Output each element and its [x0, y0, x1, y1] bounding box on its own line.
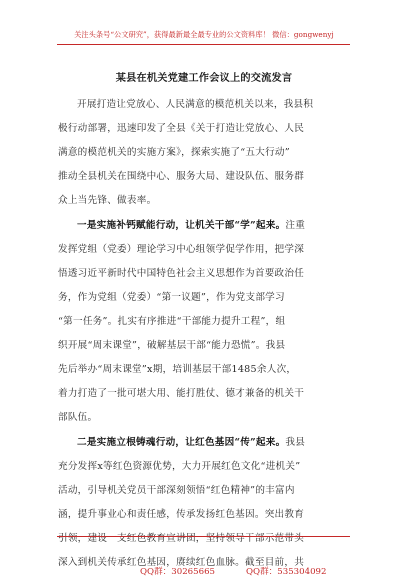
footer-qq-group-1: QQ群：30265665 — [140, 567, 216, 577]
body-line: 开展打造让党放心、人民满意的模范机关以来，我县积 — [77, 99, 314, 110]
body-line: 着力打造了一批可堪大用、能打胜仗、德才兼备的机关干 — [58, 388, 305, 399]
body-line: 悟透习近平新时代中国特色社会主义思想作为首要政治任 — [58, 268, 305, 279]
section-1-lead — [77, 217, 305, 231]
body-line: “第一任务”。扎实有序推进“干部能力提升工程”，组 — [58, 316, 286, 327]
section-1-lead-text: 注重 — [285, 220, 306, 231]
body-line: 极行动部署，迅速印发了全县《关于打造让党放心、人民 — [58, 123, 305, 134]
body-line: 先后举办“周末课堂”x期，培训基层干部1485余人次， — [58, 364, 297, 375]
footer-qq-group-2: QQ群：535304092 — [246, 567, 327, 577]
document-title: 某县在机关党建工作会议上的交流发言 — [115, 72, 293, 84]
section-1-heading: 一是实施补钙赋能行动，让机关干部“学”起来。 — [77, 220, 286, 231]
body-line: 深入到机关传承红色基因，赓续红色血脉。截至目前，共 — [58, 557, 305, 568]
section-2-lead — [77, 434, 305, 448]
header-divider — [57, 44, 350, 45]
body-line: 众上当先锋、做表率。 — [58, 195, 157, 206]
body-line: 活动，引导机关党员干部深刻领悟“红色精神”的丰富内 — [58, 485, 295, 496]
body-line: 部队伍。 — [58, 412, 98, 423]
header-note: 关注头条号“公文研究”，获得最新最全最专业的公文资料库！ 微信：gongwenyj — [74, 30, 334, 39]
body-line: 推动全县机关在围绕中心、服务大局、建设队伍、服务群 — [58, 171, 305, 182]
body-line: 满意的模范机关的实施方案》，探索实施了“五大行动” — [58, 147, 290, 158]
body-line: 涵，提升事业心和责任感，传承发扬红色基因。突出教育 — [58, 509, 305, 520]
body-line: 务，作为党组（党委）“第一议题”，作为党支部学习 — [58, 292, 285, 303]
footer-divider — [57, 536, 350, 537]
body-line: 织开展“周末课堂”，破解基层干部“能力恐慌”。我县 — [58, 340, 286, 351]
body-line: 发挥党组（党委）理论学习中心组领学促学作用，把学深 — [58, 244, 305, 255]
body-line: 充分发挥x等红色资源优势，大力开展红色文化“进机关” — [58, 461, 301, 472]
body-line: 引领，建设一支红色教育宣讲团，坚持领导干部示范带头 — [58, 533, 305, 544]
section-2-heading: 二是实施立根铸魂行动，让红色基因“传”起来。 — [77, 437, 286, 448]
section-2-lead-text: 我县 — [285, 437, 306, 448]
